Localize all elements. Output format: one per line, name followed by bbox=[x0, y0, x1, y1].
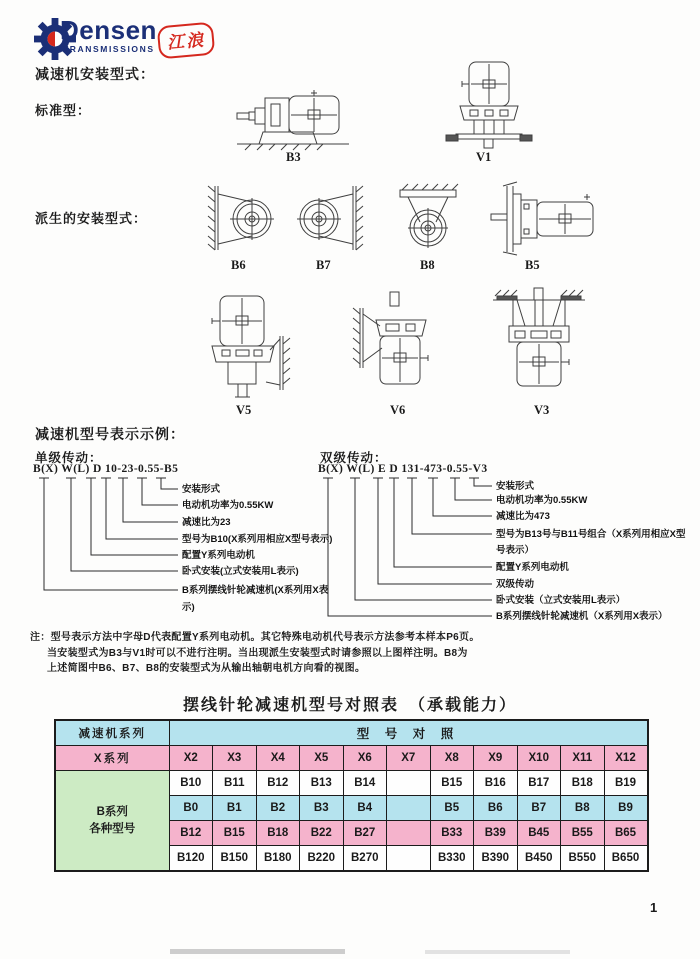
x-series-label-cell: X系列 bbox=[55, 746, 169, 771]
b-series-label-line1: B系列 bbox=[96, 805, 128, 818]
drawing-label-b3: B3 bbox=[286, 150, 301, 164]
b-cell: B6 bbox=[474, 796, 518, 821]
b-cell bbox=[387, 771, 431, 796]
model-comparison-table bbox=[54, 719, 649, 872]
x-cell: X2 bbox=[169, 746, 213, 771]
ss-label-mounting: 卧式安装(立式安装用L表示) bbox=[182, 566, 299, 577]
table-title: 摆线针轮减速机型号对照表 （承载能力） bbox=[182, 697, 517, 714]
x-cell: X8 bbox=[430, 746, 474, 771]
b-cell: B12 bbox=[169, 821, 213, 846]
b-cell: B19 bbox=[604, 771, 648, 796]
ss-label-ratio: 减速比为23 bbox=[182, 517, 231, 528]
x-cell: X10 bbox=[517, 746, 561, 771]
b-cell: B15 bbox=[213, 821, 257, 846]
x-cell: X3 bbox=[213, 746, 257, 771]
note-line-1: 注：型号表示方法中字母D代表配置Y系列电动机。其它特殊电动机代号表示方法参考本样本P6页。 bbox=[30, 632, 480, 643]
heading-install-types: 减速机安装型式： bbox=[35, 66, 155, 82]
b-cell: B650 bbox=[604, 846, 648, 872]
single-stage-tree bbox=[30, 476, 350, 636]
ss-label-motor-series: 配置Y系列电动机 bbox=[182, 550, 255, 561]
heading-single-stage: 单级传动： bbox=[35, 451, 103, 465]
ss-label-install-form: 安装形式 bbox=[182, 484, 221, 495]
drawing-label-v5: V5 bbox=[236, 403, 252, 417]
ds-label-ratio: 减速比为473 bbox=[496, 511, 550, 522]
drawing-b6 bbox=[204, 182, 282, 259]
b-series-label-cell bbox=[55, 771, 169, 872]
page-number: 1 bbox=[650, 900, 658, 915]
b-cell: B10 bbox=[169, 771, 213, 796]
heading-model-example: 减速机型号表示示例： bbox=[35, 426, 185, 442]
scan-artifact-bar bbox=[170, 949, 345, 954]
b-cell bbox=[387, 796, 431, 821]
ds-label-model: 型号为B13号与B11号组合（X系列用相应X型 bbox=[496, 529, 686, 540]
b-cell: B3 bbox=[300, 796, 344, 821]
ss-label-model: 型号为B10(X系列用相应X型号表示) bbox=[182, 534, 333, 545]
x-cell: X11 bbox=[561, 746, 605, 771]
header-series-cell: 减速机系列 bbox=[55, 720, 169, 746]
drawing-b8 bbox=[392, 184, 464, 259]
b-cell: B17 bbox=[517, 771, 561, 796]
b-cell: B120 bbox=[169, 846, 213, 872]
brand-subtitle: TRANSMISSIONS bbox=[63, 44, 155, 54]
drawing-v5 bbox=[200, 292, 300, 405]
single-stage-code: B(X) W(L) D 10-23-0.55-B5 bbox=[33, 463, 179, 475]
header-models-cell: 型 号 对 照 bbox=[169, 720, 648, 746]
b-cell: B65 bbox=[604, 821, 648, 846]
b-cell: B16 bbox=[474, 771, 518, 796]
b-cell: B7 bbox=[517, 796, 561, 821]
b-cell: B55 bbox=[561, 821, 605, 846]
b-cell bbox=[387, 821, 431, 846]
heading-derived-types: 派生的安装型式： bbox=[35, 211, 148, 226]
b-cell: B330 bbox=[430, 846, 474, 872]
drawing-label-b5: B5 bbox=[525, 258, 540, 272]
b-series-label-line2: 各种型号 bbox=[89, 822, 136, 835]
drawing-v3 bbox=[489, 288, 589, 401]
double-stage-tree bbox=[316, 476, 700, 636]
x-cell: X12 bbox=[604, 746, 648, 771]
ds-label-model-wrap: 号表示） bbox=[496, 545, 535, 556]
ds-label-mounting: 卧式安装（立式安装用L表示） bbox=[496, 595, 626, 606]
b-cell: B1 bbox=[213, 796, 257, 821]
b-cell: B550 bbox=[561, 846, 605, 872]
b-cell: B390 bbox=[474, 846, 518, 872]
x-cell: X4 bbox=[256, 746, 300, 771]
drawing-label-v6: V6 bbox=[390, 403, 406, 417]
b-cell: B27 bbox=[343, 821, 387, 846]
drawing-v6 bbox=[350, 290, 442, 401]
brand-name: Densen bbox=[60, 15, 157, 45]
b-cell: B2 bbox=[256, 796, 300, 821]
table-header-row bbox=[55, 720, 648, 746]
b-cell: B11 bbox=[213, 771, 257, 796]
ds-label-series: B系列摆线针轮减速机（X系列用X表示） bbox=[496, 611, 668, 622]
b-cell: B15 bbox=[430, 771, 474, 796]
b-cell: B18 bbox=[256, 821, 300, 846]
ss-label-series-wrap: 示) bbox=[182, 602, 195, 613]
ds-label-install-form: 安装形式 bbox=[496, 481, 535, 492]
b-cell: B220 bbox=[300, 846, 344, 872]
scan-artifact-bar bbox=[425, 950, 570, 954]
note-line-2: 当安装型式为B3与V1时可以不进行注明。当出现派生安装型式时请参照以上图样注明。B8为 bbox=[47, 647, 468, 659]
b-series-row-1 bbox=[55, 771, 648, 796]
heading-double-stage: 双级传动： bbox=[320, 451, 388, 465]
x-series-row bbox=[55, 746, 648, 771]
note-line-3: 上述简图中B6、B7、B8的安装型式为从输出轴朝电机方向看的视图。 bbox=[47, 663, 366, 674]
b-cell: B4 bbox=[343, 796, 387, 821]
x-cell: X5 bbox=[300, 746, 344, 771]
b-cell: B9 bbox=[604, 796, 648, 821]
ss-label-series: B系列摆线针轮减速机(X系列用X表 bbox=[182, 585, 329, 596]
notes-block bbox=[30, 630, 660, 677]
ss-label-motor-power: 电动机功率为0.55KW bbox=[182, 500, 274, 511]
drawing-label-v1: V1 bbox=[476, 150, 492, 164]
x-cell: X6 bbox=[343, 746, 387, 771]
b-cell: B0 bbox=[169, 796, 213, 821]
drawing-b7 bbox=[289, 182, 367, 259]
b-cell: B270 bbox=[343, 846, 387, 872]
brand-stamp: 江浪 bbox=[157, 22, 216, 60]
b-cell: B18 bbox=[561, 771, 605, 796]
b-cell: B180 bbox=[256, 846, 300, 872]
drawing-label-b8: B8 bbox=[420, 258, 435, 272]
b-cell: B12 bbox=[256, 771, 300, 796]
drawing-v1 bbox=[442, 58, 538, 155]
b-cell: B450 bbox=[517, 846, 561, 872]
drawing-label-b6: B6 bbox=[231, 258, 246, 272]
b-cell: B8 bbox=[561, 796, 605, 821]
x-cell: X7 bbox=[387, 746, 431, 771]
ds-label-motor-power: 电动机功率为0.55KW bbox=[496, 495, 588, 506]
drawing-b5 bbox=[487, 180, 601, 261]
drawing-label-v3: V3 bbox=[534, 403, 550, 417]
b-cell: B39 bbox=[474, 821, 518, 846]
ds-label-motor-series: 配置Y系列电动机 bbox=[496, 562, 569, 573]
b-cell: B14 bbox=[343, 771, 387, 796]
drawing-b3 bbox=[225, 84, 357, 157]
drawing-label-b7: B7 bbox=[316, 258, 331, 272]
ds-label-double-drive: 双级传动 bbox=[496, 579, 535, 590]
double-stage-code: B(X) W(L) E D 131-473-0.55-V3 bbox=[318, 463, 488, 475]
b-cell bbox=[387, 846, 431, 872]
b-cell: B13 bbox=[300, 771, 344, 796]
b-cell: B150 bbox=[213, 846, 257, 872]
b-cell: B22 bbox=[300, 821, 344, 846]
b-cell: B45 bbox=[517, 821, 561, 846]
b-cell: B33 bbox=[430, 821, 474, 846]
x-cell: X9 bbox=[474, 746, 518, 771]
b-cell: B5 bbox=[430, 796, 474, 821]
heading-standard-type: 标准型： bbox=[35, 103, 92, 118]
